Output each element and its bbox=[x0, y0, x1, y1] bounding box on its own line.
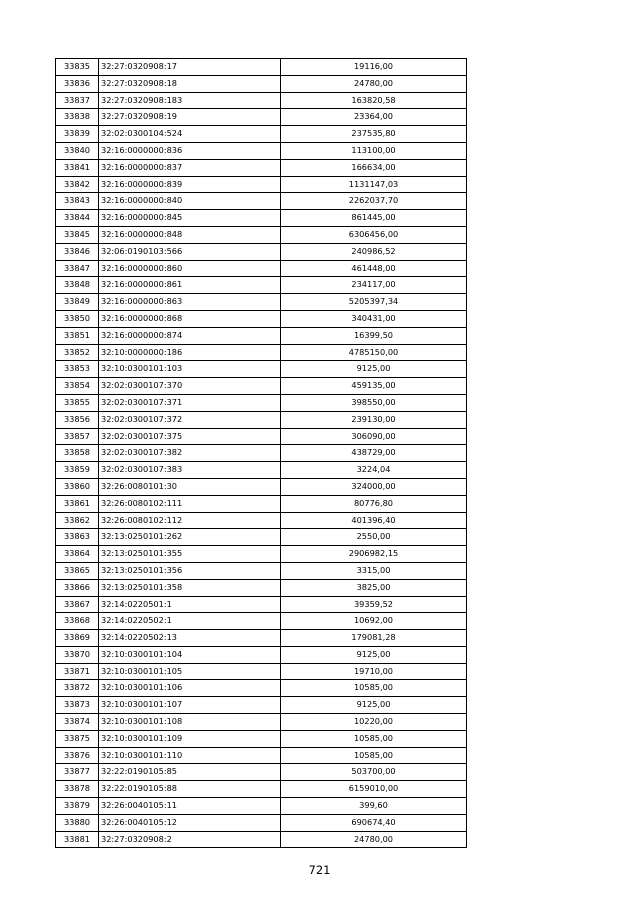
table-row bbox=[56, 361, 467, 378]
row-number: 33851 bbox=[56, 327, 99, 344]
cadastral-value-table bbox=[55, 58, 467, 848]
table-row bbox=[56, 546, 467, 563]
row-number: 33875 bbox=[56, 730, 99, 747]
cadastral-value: 163820,58 bbox=[281, 92, 467, 109]
table-row bbox=[56, 243, 467, 260]
cadastral-value: 10585,00 bbox=[281, 730, 467, 747]
cadastral-number: 32:16:0000000:874 bbox=[99, 327, 281, 344]
cadastral-value: 401396,40 bbox=[281, 512, 467, 529]
cadastral-value: 234117,00 bbox=[281, 277, 467, 294]
table-row bbox=[56, 92, 467, 109]
cadastral-number: 32:02:0300107:372 bbox=[99, 411, 281, 428]
row-number: 33857 bbox=[56, 428, 99, 445]
cadastral-value: 1131147,03 bbox=[281, 176, 467, 193]
cadastral-number: 32:16:0000000:861 bbox=[99, 277, 281, 294]
cadastral-value: 10692,00 bbox=[281, 613, 467, 630]
cadastral-number: 32:16:0000000:837 bbox=[99, 159, 281, 176]
row-number: 33867 bbox=[56, 596, 99, 613]
cadastral-number: 32:10:0300101:106 bbox=[99, 680, 281, 697]
row-number: 33878 bbox=[56, 781, 99, 798]
row-number: 33843 bbox=[56, 193, 99, 210]
cadastral-value: 461448,00 bbox=[281, 260, 467, 277]
cadastral-number: 32:26:0080102:111 bbox=[99, 495, 281, 512]
row-number: 33847 bbox=[56, 260, 99, 277]
cadastral-value: 10585,00 bbox=[281, 680, 467, 697]
table-row bbox=[56, 394, 467, 411]
table-row bbox=[56, 411, 467, 428]
row-number: 33862 bbox=[56, 512, 99, 529]
table-row bbox=[56, 579, 467, 596]
cadastral-number: 32:10:0300101:107 bbox=[99, 697, 281, 714]
table-row bbox=[56, 495, 467, 512]
cadastral-number: 32:06:0190103:566 bbox=[99, 243, 281, 260]
table-row bbox=[56, 344, 467, 361]
cadastral-number: 32:16:0000000:848 bbox=[99, 226, 281, 243]
cadastral-number: 32:16:0000000:836 bbox=[99, 142, 281, 159]
cadastral-value: 3315,00 bbox=[281, 562, 467, 579]
cadastral-value: 3825,00 bbox=[281, 579, 467, 596]
row-number: 33876 bbox=[56, 747, 99, 764]
cadastral-number: 32:10:0300101:105 bbox=[99, 663, 281, 680]
row-number: 33835 bbox=[56, 59, 99, 76]
row-number: 33880 bbox=[56, 814, 99, 831]
cadastral-value: 179081,28 bbox=[281, 630, 467, 647]
table-row bbox=[56, 646, 467, 663]
cadastral-value: 113100,00 bbox=[281, 142, 467, 159]
row-number: 33848 bbox=[56, 277, 99, 294]
table-row bbox=[56, 142, 467, 159]
cadastral-value: 3224,04 bbox=[281, 462, 467, 479]
table-row bbox=[56, 680, 467, 697]
cadastral-value: 24780,00 bbox=[281, 75, 467, 92]
row-number: 33865 bbox=[56, 562, 99, 579]
cadastral-value: 240986,52 bbox=[281, 243, 467, 260]
row-number: 33874 bbox=[56, 714, 99, 731]
cadastral-value: 23364,00 bbox=[281, 109, 467, 126]
row-number: 33838 bbox=[56, 109, 99, 126]
cadastral-number: 32:27:0320908:17 bbox=[99, 59, 281, 76]
row-number: 33846 bbox=[56, 243, 99, 260]
table-row bbox=[56, 730, 467, 747]
table-row bbox=[56, 781, 467, 798]
cadastral-value: 6306456,00 bbox=[281, 226, 467, 243]
cadastral-number: 32:13:0250101:262 bbox=[99, 529, 281, 546]
cadastral-number: 32:16:0000000:868 bbox=[99, 310, 281, 327]
row-number: 33863 bbox=[56, 529, 99, 546]
table-row bbox=[56, 193, 467, 210]
cadastral-number: 32:14:0220502:13 bbox=[99, 630, 281, 647]
row-number: 33858 bbox=[56, 445, 99, 462]
table-row bbox=[56, 294, 467, 311]
row-number: 33872 bbox=[56, 680, 99, 697]
cadastral-number: 32:26:0040105:11 bbox=[99, 798, 281, 815]
table-row bbox=[56, 59, 467, 76]
cadastral-value: 2906982,15 bbox=[281, 546, 467, 563]
table-row bbox=[56, 462, 467, 479]
cadastral-value: 39359,52 bbox=[281, 596, 467, 613]
row-number: 33881 bbox=[56, 831, 99, 848]
row-number: 33841 bbox=[56, 159, 99, 176]
row-number: 33856 bbox=[56, 411, 99, 428]
row-number: 33849 bbox=[56, 294, 99, 311]
row-number: 33854 bbox=[56, 378, 99, 395]
cadastral-number: 32:27:0320908:2 bbox=[99, 831, 281, 848]
cadastral-value: 2262037,70 bbox=[281, 193, 467, 210]
cadastral-value: 6159010,00 bbox=[281, 781, 467, 798]
page-number: 721 bbox=[308, 863, 331, 877]
table-row bbox=[56, 109, 467, 126]
cadastral-number: 32:10:0300101:110 bbox=[99, 747, 281, 764]
row-number: 33853 bbox=[56, 361, 99, 378]
cadastral-value: 9125,00 bbox=[281, 361, 467, 378]
cadastral-value: 2550,00 bbox=[281, 529, 467, 546]
cadastral-value: 166634,00 bbox=[281, 159, 467, 176]
cadastral-number: 32:02:0300107:370 bbox=[99, 378, 281, 395]
cadastral-value: 19710,00 bbox=[281, 663, 467, 680]
table-row bbox=[56, 445, 467, 462]
cadastral-number: 32:27:0320908:19 bbox=[99, 109, 281, 126]
table-row bbox=[56, 663, 467, 680]
row-number: 33871 bbox=[56, 663, 99, 680]
cadastral-value: 24780,00 bbox=[281, 831, 467, 848]
table-row bbox=[56, 512, 467, 529]
row-number: 33861 bbox=[56, 495, 99, 512]
cadastral-value: 503700,00 bbox=[281, 764, 467, 781]
cadastral-value: 10585,00 bbox=[281, 747, 467, 764]
table-row bbox=[56, 327, 467, 344]
cadastral-value: 5205397,34 bbox=[281, 294, 467, 311]
row-number: 33870 bbox=[56, 646, 99, 663]
row-number: 33844 bbox=[56, 210, 99, 227]
table-row bbox=[56, 478, 467, 495]
cadastral-number: 32:02:0300104:524 bbox=[99, 126, 281, 143]
cadastral-number: 32:02:0300107:371 bbox=[99, 394, 281, 411]
row-number: 33860 bbox=[56, 478, 99, 495]
table-row bbox=[56, 529, 467, 546]
table-row bbox=[56, 613, 467, 630]
cadastral-number: 32:14:0220502:1 bbox=[99, 613, 281, 630]
row-number: 33839 bbox=[56, 126, 99, 143]
cadastral-value: 9125,00 bbox=[281, 697, 467, 714]
row-number: 33873 bbox=[56, 697, 99, 714]
row-number: 33850 bbox=[56, 310, 99, 327]
cadastral-number: 32:26:0080101:30 bbox=[99, 478, 281, 495]
row-number: 33877 bbox=[56, 764, 99, 781]
cadastral-value: 324000,00 bbox=[281, 478, 467, 495]
cadastral-number: 32:16:0000000:863 bbox=[99, 294, 281, 311]
cadastral-value: 399,60 bbox=[281, 798, 467, 815]
cadastral-number: 32:14:0220501:1 bbox=[99, 596, 281, 613]
cadastral-number: 32:16:0000000:839 bbox=[99, 176, 281, 193]
cadastral-number: 32:13:0250101:358 bbox=[99, 579, 281, 596]
cadastral-value: 19116,00 bbox=[281, 59, 467, 76]
table-row bbox=[56, 210, 467, 227]
table-row bbox=[56, 562, 467, 579]
table-row bbox=[56, 697, 467, 714]
cadastral-value: 16399,50 bbox=[281, 327, 467, 344]
cadastral-value: 398550,00 bbox=[281, 394, 467, 411]
cadastral-number: 32:02:0300107:382 bbox=[99, 445, 281, 462]
cadastral-number: 32:10:0300101:104 bbox=[99, 646, 281, 663]
table-row bbox=[56, 159, 467, 176]
cadastral-number: 32:13:0250101:355 bbox=[99, 546, 281, 563]
cadastral-number: 32:10:0300101:108 bbox=[99, 714, 281, 731]
row-number: 33859 bbox=[56, 462, 99, 479]
table-row bbox=[56, 630, 467, 647]
row-number: 33836 bbox=[56, 75, 99, 92]
row-number: 33866 bbox=[56, 579, 99, 596]
table-row bbox=[56, 75, 467, 92]
cadastral-number: 32:16:0000000:860 bbox=[99, 260, 281, 277]
cadastral-number: 32:27:0320908:18 bbox=[99, 75, 281, 92]
table-row bbox=[56, 378, 467, 395]
row-number: 33837 bbox=[56, 92, 99, 109]
table-row bbox=[56, 428, 467, 445]
cadastral-value: 10220,00 bbox=[281, 714, 467, 731]
cadastral-number: 32:16:0000000:840 bbox=[99, 193, 281, 210]
table-row bbox=[56, 310, 467, 327]
row-number: 33845 bbox=[56, 226, 99, 243]
table-body bbox=[56, 59, 467, 848]
table-row bbox=[56, 814, 467, 831]
cadastral-value: 4785150,00 bbox=[281, 344, 467, 361]
cadastral-number: 32:10:0300101:109 bbox=[99, 730, 281, 747]
cadastral-value: 690674,40 bbox=[281, 814, 467, 831]
table-row bbox=[56, 764, 467, 781]
cadastral-number: 32:26:0080102:112 bbox=[99, 512, 281, 529]
table-row bbox=[56, 126, 467, 143]
cadastral-value: 861445,00 bbox=[281, 210, 467, 227]
cadastral-value: 239130,00 bbox=[281, 411, 467, 428]
row-number: 33842 bbox=[56, 176, 99, 193]
cadastral-number: 32:10:0000000:186 bbox=[99, 344, 281, 361]
cadastral-value: 237535,80 bbox=[281, 126, 467, 143]
cadastral-value: 438729,00 bbox=[281, 445, 467, 462]
table-row bbox=[56, 260, 467, 277]
row-number: 33855 bbox=[56, 394, 99, 411]
table-row bbox=[56, 747, 467, 764]
cadastral-number: 32:27:0320908:183 bbox=[99, 92, 281, 109]
cadastral-number: 32:16:0000000:845 bbox=[99, 210, 281, 227]
cadastral-value: 9125,00 bbox=[281, 646, 467, 663]
row-number: 33869 bbox=[56, 630, 99, 647]
table-row bbox=[56, 831, 467, 848]
table-row bbox=[56, 714, 467, 731]
cadastral-number: 32:22:0190105:85 bbox=[99, 764, 281, 781]
cadastral-number: 32:10:0300101:103 bbox=[99, 361, 281, 378]
cadastral-number: 32:13:0250101:356 bbox=[99, 562, 281, 579]
cadastral-number: 32:22:0190105:88 bbox=[99, 781, 281, 798]
cadastral-number: 32:02:0300107:375 bbox=[99, 428, 281, 445]
row-number: 33879 bbox=[56, 798, 99, 815]
cadastral-value: 340431,00 bbox=[281, 310, 467, 327]
table-row bbox=[56, 176, 467, 193]
cadastral-value: 459135,00 bbox=[281, 378, 467, 395]
row-number: 33840 bbox=[56, 142, 99, 159]
cadastral-value: 306090,00 bbox=[281, 428, 467, 445]
cadastral-number: 32:26:0040105:12 bbox=[99, 814, 281, 831]
row-number: 33852 bbox=[56, 344, 99, 361]
table-row bbox=[56, 798, 467, 815]
row-number: 33868 bbox=[56, 613, 99, 630]
table-row bbox=[56, 226, 467, 243]
cadastral-value: 80776,80 bbox=[281, 495, 467, 512]
cadastral-number: 32:02:0300107:383 bbox=[99, 462, 281, 479]
table-row bbox=[56, 596, 467, 613]
table-row bbox=[56, 277, 467, 294]
row-number: 33864 bbox=[56, 546, 99, 563]
